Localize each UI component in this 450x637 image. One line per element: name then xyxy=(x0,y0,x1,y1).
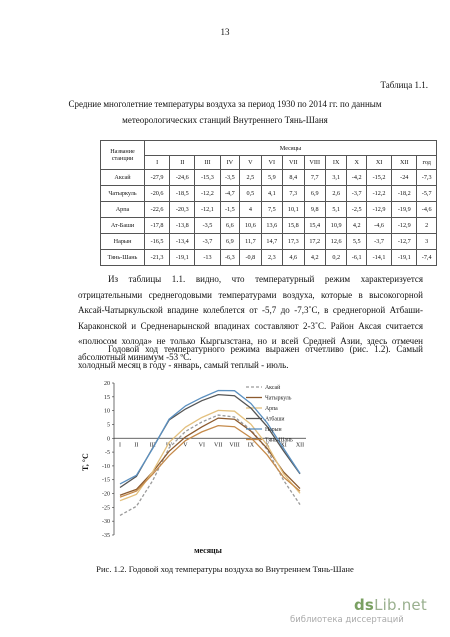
column-header-9: IX xyxy=(325,156,346,170)
table-cell: -18,5 xyxy=(170,186,195,202)
x-tick-label: X xyxy=(265,442,270,449)
table-cell: 0,5 xyxy=(240,186,261,202)
x-tick-label: I xyxy=(119,442,121,449)
paragraph-1-text: Из таблицы 1.1. видно, что температурный режим характеризуется отрицательными среднегодовыми температурами воздуха, которые в высокогорной Аксай-Чатыркульской впадине колеблется от -5,7 до -7,3˚С, в среднегорной Атбаши-Караконской и Средненарынской впадинах составляют 2-3˚С. Район Аксая считается «полюсом холода» не только Кыргызстана, но и всей Средней Азии, здесь отмечен абсолютный минимум -53 ºС. xyxy=(78,274,423,362)
table-cell: -12,1 xyxy=(195,202,220,218)
table-cell: -2,5 xyxy=(347,202,367,218)
x-tick-label: III xyxy=(149,442,156,449)
table-cell: -12,9 xyxy=(366,202,391,218)
y-tick-label: -35 xyxy=(102,533,110,539)
table-cell: -4,6 xyxy=(417,202,437,218)
table-cell: -4,2 xyxy=(347,170,367,186)
x-tick-label: IX xyxy=(247,442,255,449)
table-cell: -19,9 xyxy=(392,202,417,218)
legend-label-1: Аксай xyxy=(265,385,281,391)
table-caption-line-2: метеорологических станций Внутреннего Тянь-Шаня xyxy=(122,115,328,125)
table-cell: 8,4 xyxy=(283,170,304,186)
table-row xyxy=(101,202,437,218)
legend-label-5: Нарын xyxy=(265,427,282,433)
figure-caption: Рис. 1.2. Годовой ход температуры воздуха во Внутреннем Тянь-Шане xyxy=(96,564,354,574)
x-tick-label: VII xyxy=(214,442,223,449)
table-cell: 2,6 xyxy=(325,186,346,202)
table-cell: -13,4 xyxy=(170,234,195,250)
table-cell: -20,3 xyxy=(170,202,195,218)
table-cell: 3 xyxy=(417,234,437,250)
station-header-cell xyxy=(101,141,145,170)
station-header-line-2: станции xyxy=(111,155,134,162)
table-cell: -20,6 xyxy=(145,186,170,202)
table-column-row xyxy=(101,156,437,170)
watermark-logo xyxy=(354,596,427,614)
table-cell: 4,1 xyxy=(261,186,282,202)
station-name-cell: Чатыркуль xyxy=(101,186,145,202)
x-tick-label: XI xyxy=(280,442,287,449)
table-cell: -13 xyxy=(195,250,220,266)
table-cell: 5,9 xyxy=(261,170,282,186)
x-tick-label: II xyxy=(134,442,139,449)
y-tick-label: 10 xyxy=(104,408,110,415)
table-cell: -12,7 xyxy=(392,234,417,250)
page-number: 13 xyxy=(220,27,230,37)
table-cell: -22,6 xyxy=(145,202,170,218)
legend-label-3: Арпа xyxy=(265,406,278,412)
column-header-2: II xyxy=(170,156,195,170)
y-tick-label: 5 xyxy=(107,422,110,429)
table-cell: -19,1 xyxy=(170,250,195,266)
table-cell: -17,8 xyxy=(145,218,170,234)
table-cell: -6,1 xyxy=(347,250,367,266)
table-caption-line-1: Средние многолетние температуры воздуха за период 1930 по 2014 гг. по данным xyxy=(68,99,382,109)
watermark-logo-rest: Lib.net xyxy=(374,596,427,614)
table-cell: 17,3 xyxy=(283,234,304,250)
column-header-7: VII xyxy=(283,156,304,170)
table-cell: 15,4 xyxy=(304,218,325,234)
column-header-5: V xyxy=(240,156,261,170)
station-name-cell: Ат-Баши xyxy=(101,218,145,234)
table-cell: 12,6 xyxy=(325,234,346,250)
table-cell: 5,5 xyxy=(347,234,367,250)
table-cell: -0,8 xyxy=(240,250,261,266)
temperature-table xyxy=(100,140,437,266)
station-name-cell: Нарын xyxy=(101,234,145,250)
table-cell: 17,2 xyxy=(304,234,325,250)
table-row xyxy=(101,234,437,250)
table-cell: -19,1 xyxy=(392,250,417,266)
column-header-11: XI xyxy=(366,156,391,170)
table-cell: -4,7 xyxy=(220,186,240,202)
table-cell: -24,6 xyxy=(170,170,195,186)
table-row xyxy=(101,170,437,186)
temperature-chart xyxy=(78,373,318,558)
table-cell: -4,6 xyxy=(366,218,391,234)
station-name-cell: Арпа xyxy=(101,202,145,218)
table-cell: -18,2 xyxy=(392,186,417,202)
table-cell: 4,6 xyxy=(283,250,304,266)
table-cell: 4,2 xyxy=(304,250,325,266)
table-cell: 2,5 xyxy=(240,170,261,186)
legend-label-6: Тянь-Шань xyxy=(265,437,293,444)
y-tick-label: -25 xyxy=(102,505,110,512)
table-cell: -7,4 xyxy=(417,250,437,266)
table-cell: -12,9 xyxy=(392,218,417,234)
table-cell: -27,9 xyxy=(145,170,170,186)
table-cell: -15,2 xyxy=(366,170,391,186)
table-header-row xyxy=(101,141,437,156)
table-row xyxy=(101,218,437,234)
series-line-3 xyxy=(120,410,300,500)
table-cell: -16,5 xyxy=(145,234,170,250)
table-cell: 6,6 xyxy=(220,218,240,234)
table-cell: -5,7 xyxy=(417,186,437,202)
x-tick-label: VI xyxy=(198,442,205,449)
table-cell: 6,9 xyxy=(304,186,325,202)
watermark-logo-prefix: ds xyxy=(354,596,375,614)
table-caption xyxy=(40,96,410,128)
paragraph-2-text: Годовой ход температурного режима выражен отчетливо (рис. 1.2). Самый холодный месяц в году - январь, самый теплый - июль. xyxy=(78,344,423,370)
x-tick-label: VIII xyxy=(229,442,240,449)
table-cell: 2,3 xyxy=(261,250,282,266)
x-tick-label: V xyxy=(183,442,188,449)
table-cell: -1,5 xyxy=(220,202,240,218)
y-tick-label: -15 xyxy=(102,477,110,484)
table-cell: -3,5 xyxy=(195,218,220,234)
table-cell: 3,1 xyxy=(325,170,346,186)
table-cell: 4 xyxy=(240,202,261,218)
table-number: Таблица 1.1. xyxy=(380,80,428,90)
table-cell: -3,7 xyxy=(366,234,391,250)
table-row xyxy=(101,250,437,266)
table-cell: 7,5 xyxy=(261,202,282,218)
table-cell: 6,9 xyxy=(220,234,240,250)
table-cell: 11,7 xyxy=(240,234,261,250)
table-cell: -12,2 xyxy=(366,186,391,202)
x-tick-label: IV xyxy=(165,442,173,449)
y-tick-label: 0 xyxy=(107,436,110,443)
y-tick-label: -30 xyxy=(102,519,110,526)
y-tick-label: -5 xyxy=(105,450,110,457)
watermark xyxy=(290,596,427,625)
station-header-line-1: Название xyxy=(110,148,135,155)
table-cell: -3,5 xyxy=(220,170,240,186)
table-cell: 2 xyxy=(417,218,437,234)
table-cell: -14,1 xyxy=(366,250,391,266)
table-cell: 10,1 xyxy=(283,202,304,218)
table-cell: 10,9 xyxy=(325,218,346,234)
legend-label-4: Атбаши xyxy=(265,416,285,423)
x-tick-label: XII xyxy=(295,442,305,449)
months-header-cell: Месяцы xyxy=(145,141,437,156)
table-cell: -3,7 xyxy=(347,186,367,202)
y-tick-label: -20 xyxy=(102,491,110,498)
table-cell: -7,3 xyxy=(417,170,437,186)
table-cell: -24 xyxy=(392,170,417,186)
table-cell: 5,1 xyxy=(325,202,346,218)
station-name-cell: Тянь-Шань xyxy=(101,250,145,266)
table-cell: 7,3 xyxy=(283,186,304,202)
column-header-8: VIII xyxy=(304,156,325,170)
y-tick-label: 20 xyxy=(104,381,110,387)
table-cell: -6,3 xyxy=(220,250,240,266)
watermark-tagline: библиотека диссертаций xyxy=(290,615,404,625)
table-cell: 15,8 xyxy=(283,218,304,234)
station-name-cell: Аксай xyxy=(101,170,145,186)
table-cell: 4,2 xyxy=(347,218,367,234)
table-cell: -21,3 xyxy=(145,250,170,266)
table-cell: 14,7 xyxy=(261,234,282,250)
y-tick-label: -10 xyxy=(102,463,110,470)
column-header-1: I xyxy=(145,156,170,170)
y-tick-label: 15 xyxy=(104,394,110,401)
table-cell: 9,8 xyxy=(304,202,325,218)
table-cell: -3,7 xyxy=(195,234,220,250)
column-header-6: VI xyxy=(261,156,282,170)
table-cell: -12,2 xyxy=(195,186,220,202)
column-header-4: IV xyxy=(220,156,240,170)
table-cell: 10,6 xyxy=(240,218,261,234)
column-header-10: X xyxy=(347,156,367,170)
x-axis-label: месяцы xyxy=(194,546,222,555)
table-row xyxy=(101,186,437,202)
column-header-3: III xyxy=(195,156,220,170)
y-axis-label: T, °С xyxy=(81,453,90,471)
table-cell: -15,3 xyxy=(195,170,220,186)
table-cell: 7,7 xyxy=(304,170,325,186)
table-cell: -13,8 xyxy=(170,218,195,234)
table-cell: 0,2 xyxy=(325,250,346,266)
column-header-13: год xyxy=(417,156,437,170)
column-header-12: XII xyxy=(392,156,417,170)
paragraph-2 xyxy=(78,342,423,373)
table-cell: 13,6 xyxy=(261,218,282,234)
legend-label-2: Чатыркуль xyxy=(265,395,292,402)
